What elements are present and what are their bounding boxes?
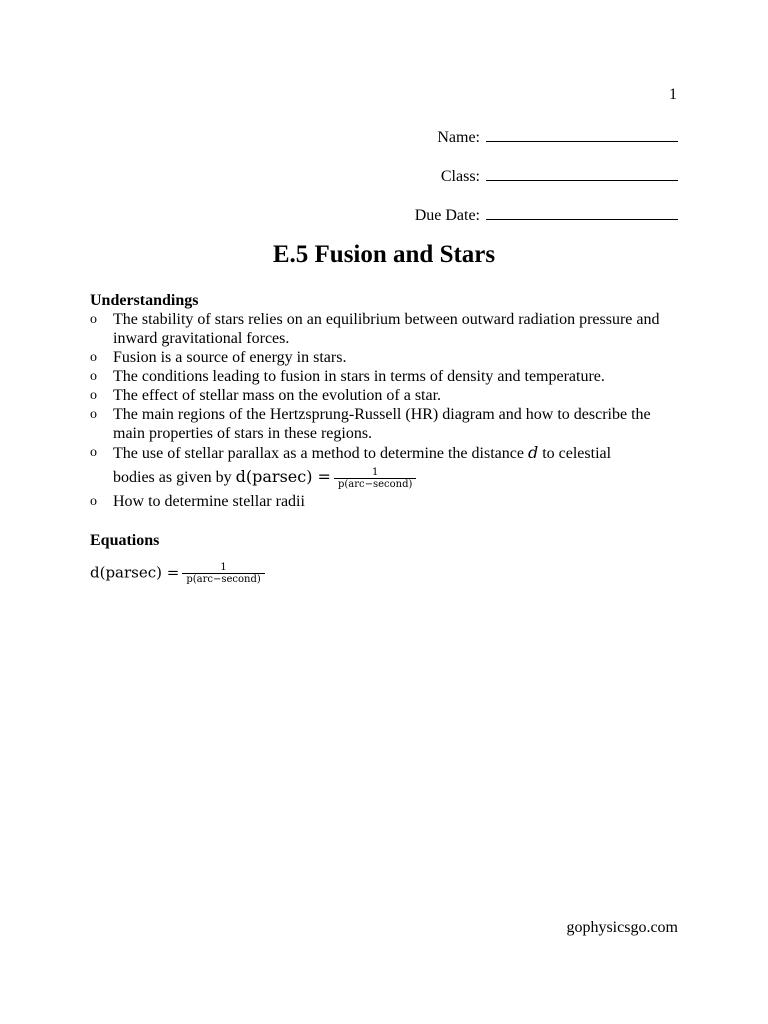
formula-lhs: d(parsec) = [235,467,331,486]
list-item [90,405,685,443]
page-number: 1 [669,86,677,103]
due-date-label: Due Date: [414,207,480,224]
equation-denominator: p(arc−second) [186,574,261,585]
list-item-text: The effect of stellar mass on the evolution of a star. [113,387,442,404]
parallax-list-item [90,443,685,492]
parallax-text: The use of stellar parallax as a method to determine the distance [113,445,528,462]
distance-variable: d [527,443,539,462]
parallax-line-2 [113,463,685,492]
parallax-text-end: to celestial [538,445,612,462]
bullet-marker: o [90,350,97,365]
bullet-marker: o [90,312,97,327]
class-field [415,165,678,204]
equations-heading: Equations [90,532,160,549]
list-item [90,492,685,511]
worksheet-content [90,291,685,585]
name-field [415,126,678,165]
fraction-denominator: p(arc−second) [337,478,413,490]
list-item [90,367,685,386]
name-label: Name: [437,129,480,146]
fraction-numerator: 1 [334,467,416,479]
class-label: Class: [440,168,480,185]
equation-lhs: d(parsec) = [90,563,180,582]
list-item-text: The main regions of the Hertzsprung-Russell (HR) diagram and how to describe the main properties of stars in these regions. [113,406,651,442]
due-date-blank-line [486,204,678,220]
footer-website: gophysicsgo.com [566,919,678,936]
list-item-text: The conditions leading to fusion in stars in terms of density and temperature. [113,368,605,385]
list-item-text: The stability of stars relies on an equilibrium between outward radiation pressure and inward gravitational forces. [113,311,660,347]
bullet-marker: o [90,445,97,460]
equation-fraction [182,562,264,585]
bullet-marker: o [90,407,97,422]
worksheet-title: E.5 Fusion and Stars [272,241,496,268]
list-item [90,310,685,348]
list-item-text: How to determine stellar radii [113,493,305,510]
understandings-list [90,310,685,511]
parallax-line-1 [113,443,685,463]
understandings-heading: Understandings [90,292,199,309]
list-item-text: Fusion is a source of energy in stars. [113,349,347,366]
parallax-text-2: bodies as given by [113,469,236,486]
formula-fraction [334,467,416,490]
bullet-marker: o [90,494,97,509]
equation-numerator: 1 [182,562,264,574]
class-blank-line [486,165,678,181]
student-info-fields [415,126,678,243]
parallax-equation [90,562,685,585]
name-blank-line [486,126,678,142]
list-item [90,348,685,367]
list-item [90,386,685,405]
bullet-marker: o [90,369,97,384]
bullet-marker: o [90,388,97,403]
due-date-field [415,204,678,243]
